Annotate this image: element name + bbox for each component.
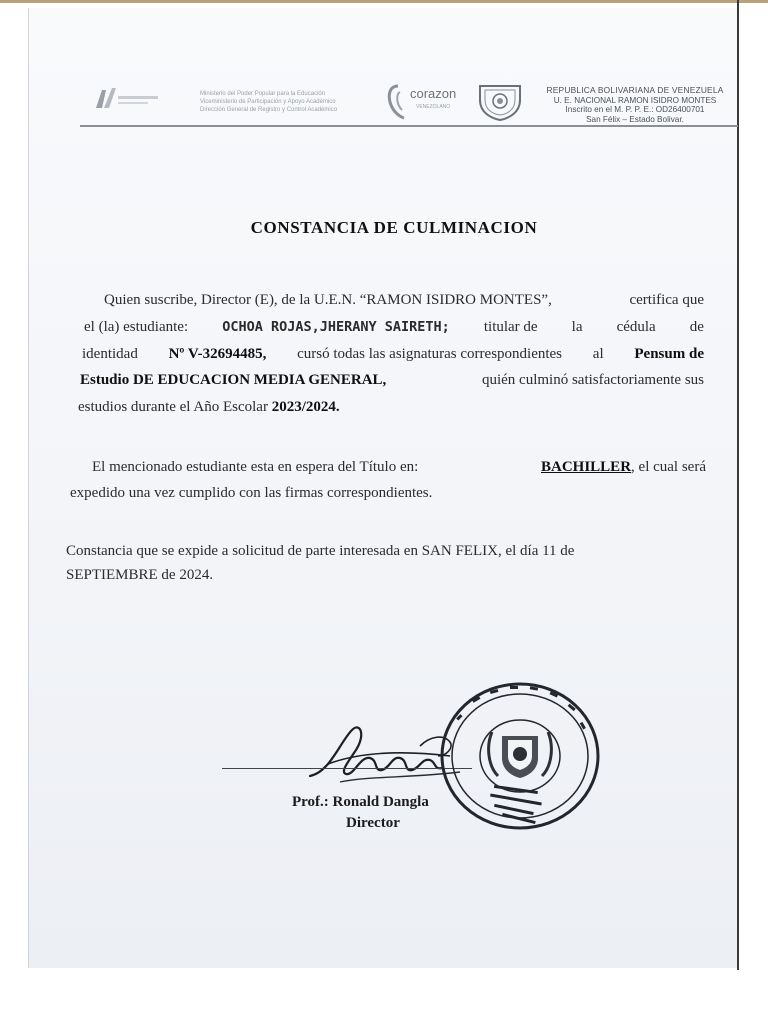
school-crest-icon — [476, 80, 524, 122]
school-line-1: REPUBLICA BOLIVARIANA DE VENEZUELA — [546, 85, 724, 95]
p2-text: , el cual será — [631, 459, 706, 475]
document-title: CONSTANCIA DE CULMINACION — [250, 218, 538, 237]
page-right-edge — [737, 0, 739, 970]
p1-line-3 — [82, 346, 704, 363]
degree-title: BACHILLER — [541, 459, 632, 475]
header-rule — [80, 125, 738, 127]
corazon-venezolano-logo-icon — [386, 80, 466, 120]
p1-text: identidad — [82, 346, 138, 362]
p1-text: certifica que — [629, 292, 704, 308]
p1-line-2 — [84, 319, 704, 336]
student-name: OCHOA ROJAS,JHERANY SAIRETH; — [222, 319, 450, 335]
school-line-4: San Félix – Estado Bolivar. — [586, 114, 684, 124]
ministry-line: Ministerio del Poder Popular para la Educación — [200, 91, 326, 97]
ministry-text — [200, 90, 390, 114]
official-seal-stamp — [432, 676, 608, 836]
p1-text: cursó todas las asignaturas correspondientes — [297, 346, 563, 362]
p1-text: quién culminó satisfactoriamente sus — [481, 372, 704, 388]
p1-text: el (la) estudiante: — [84, 319, 189, 335]
p1-text: Quien suscribe, Director (E), de la U.E.N. “RAMON ISIDRO MONTES”, — [104, 292, 552, 308]
p3-line-1: Constancia que se expide a solicitud de parte interesada en SAN FELIX, el día 11 de — [66, 543, 575, 559]
p1-text: estudios durante el Año Escolar — [78, 399, 268, 415]
p1-line-5 — [78, 399, 340, 416]
p2-line-1 — [92, 459, 706, 476]
p1-text: la — [571, 319, 583, 335]
school-line-2: U. E. NACIONAL RAMON ISIDRO MONTES — [553, 95, 717, 105]
school-year: 2023/2024. — [271, 399, 340, 415]
ministry-line: Dirección General de Registro y Control Académico — [200, 107, 338, 113]
corazon-word: corazon — [410, 86, 457, 101]
p1-line-4 — [80, 372, 704, 389]
p1-text: cédula — [616, 319, 656, 335]
id-number: Nº V-32694485, — [168, 346, 267, 362]
corazon-sub: VENEZOLANO — [416, 104, 451, 110]
p1-text: de — [689, 319, 704, 335]
p3-line-2: SEPTIEMBRE de 2024. — [66, 567, 214, 583]
p1-line-1 — [104, 292, 704, 309]
signer-role: Director — [346, 815, 400, 831]
government-logo-icon — [92, 84, 162, 112]
p2-line-2: expedido una vez cumplido con las firmas correspondientes. — [70, 485, 433, 501]
study-plan: Estudio DE EDUCACION MEDIA GENERAL, — [80, 372, 387, 388]
p1-text: al — [592, 346, 604, 362]
ministry-line: Viceministerio de Participación y Apoyo Académico — [200, 99, 336, 105]
school-line-3: Inscrito en el M. P. P. E.: OD26400701 — [565, 105, 705, 114]
p1-text: titular de — [483, 319, 538, 335]
p2-text: El mencionado estudiante esta en espera del Título en: — [92, 459, 419, 475]
pensum-label: Pensum de — [634, 346, 704, 362]
photo-top-edge — [0, 0, 768, 3]
school-header — [530, 86, 740, 124]
signer-name: Prof.: Ronald Dangla — [292, 794, 429, 810]
